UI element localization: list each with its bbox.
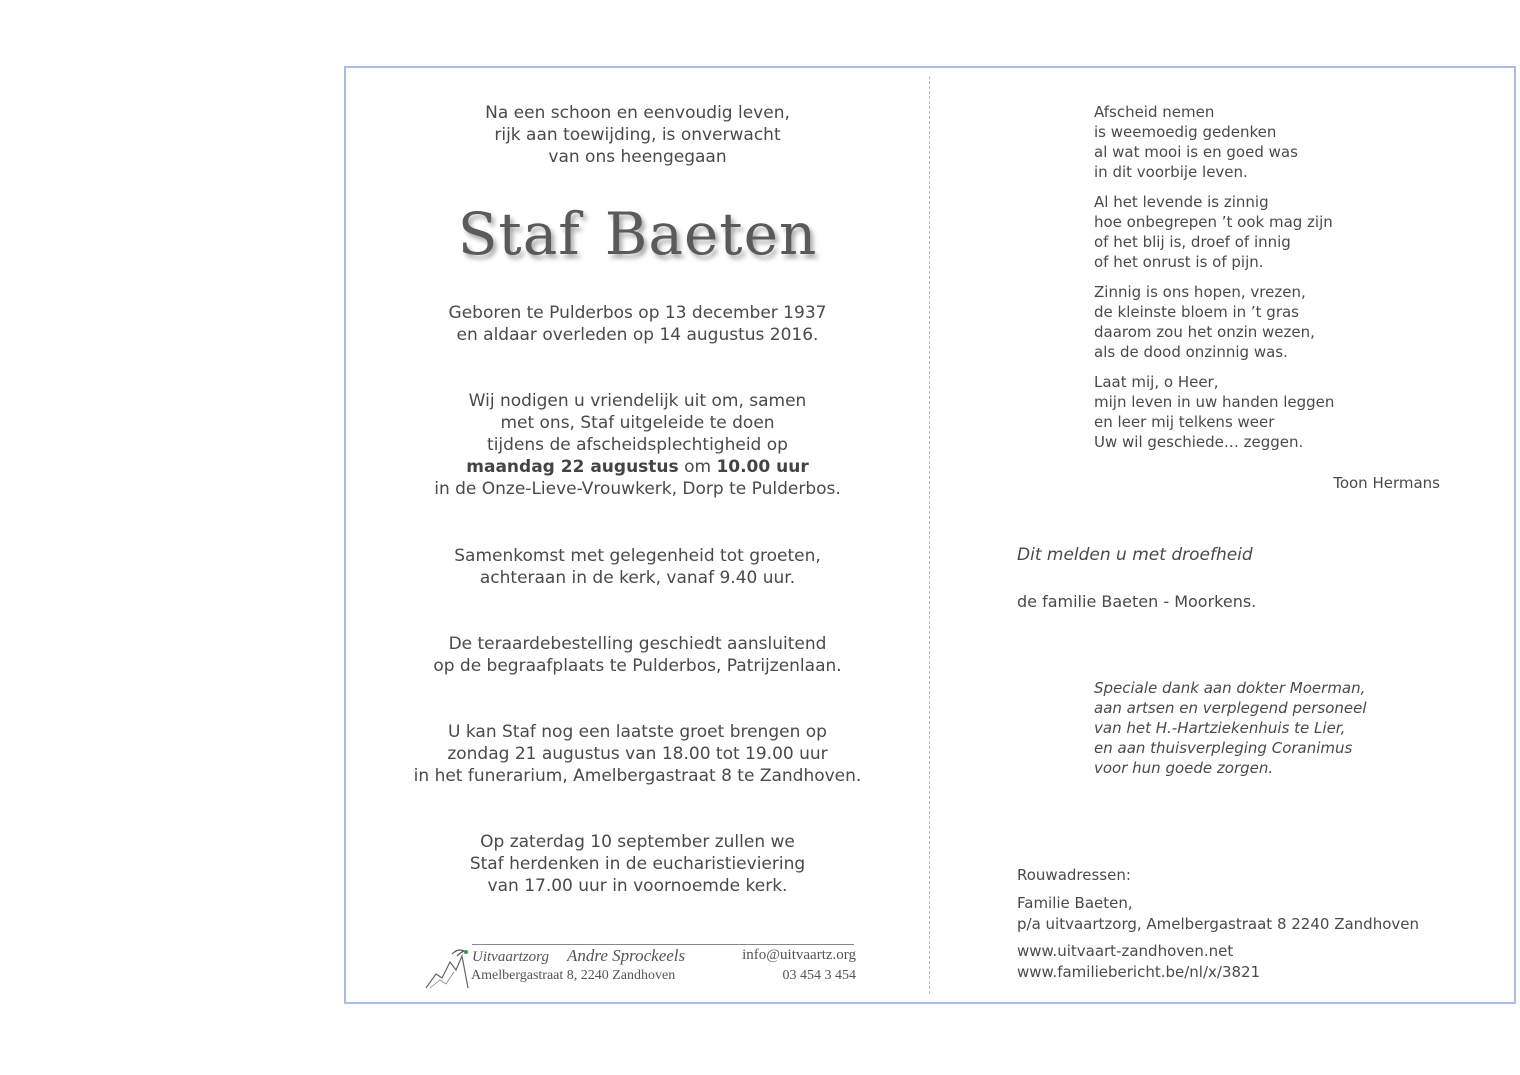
intro-line: van ons heengegaan <box>548 147 727 167</box>
ceremony-location: in de Onze-Lieve-Vrouwkerk, Dorp te Pulderbos. <box>434 479 841 499</box>
announcement-family: de familie Baeten - Moorkens. <box>1017 592 1257 611</box>
poem-line: of het blij is, droef of innig <box>1094 233 1291 251</box>
deceased-name <box>400 196 875 272</box>
poem-line: Zinnig is ons hopen, vrezen, <box>1094 283 1306 301</box>
poem-line: Al het levende is zinnig <box>1094 193 1269 211</box>
remembrance-line: Op zaterdag 10 september zullen we <box>480 832 795 852</box>
poem-line: Laat mij, o Heer, <box>1094 373 1219 391</box>
poem-stanza <box>1094 372 1454 452</box>
thanks-line: en aan thuisverpleging Coranimus <box>1094 739 1353 757</box>
web-addresses <box>1017 941 1260 983</box>
gathering-text <box>400 545 875 589</box>
last-name: Baeten <box>604 200 818 268</box>
poem-line: Afscheid nemen <box>1094 103 1215 121</box>
invitation-text <box>400 390 875 500</box>
poem-line: mijn leven in uw handen leggen <box>1094 393 1335 411</box>
footer-company-line <box>472 946 685 966</box>
fold-divider <box>929 76 930 994</box>
burial-line: De teraardebestelling geschiedt aansluitend <box>448 634 827 654</box>
burial-text <box>400 633 875 677</box>
visit-line: in het funerarium, Amelbergastraat 8 te Zandhoven. <box>413 766 862 786</box>
postal-address <box>1017 893 1419 935</box>
address-postal: p/a uitvaartzorg, Amelbergastraat 8 2240 Zandhoven <box>1017 915 1419 933</box>
thanks-line: van het H.-Hartziekenhuis te Lier, <box>1094 719 1346 737</box>
poem-stanza <box>1094 102 1454 182</box>
poem-stanza <box>1094 282 1454 362</box>
burial-line: op de begraafplaats te Pulderbos, Patrijzenlaan. <box>433 656 842 676</box>
familiebericht-link[interactable]: www.familiebericht.be/nl/x/3821 <box>1017 963 1261 981</box>
remembrance-text <box>400 831 875 897</box>
poem-line: de kleinste bloem in ’t gras <box>1094 303 1299 321</box>
poem-line: Uw wil geschiede… zeggen. <box>1094 433 1304 451</box>
thanks-text <box>1094 678 1367 778</box>
death-line: en aldaar overleden op 14 augustus 2016. <box>456 325 819 345</box>
footer-email[interactable]: info@uitvaartz.org <box>742 947 856 963</box>
thanks-line: Speciale dank aan dokter Moerman, <box>1094 679 1366 697</box>
footer-rule <box>472 944 854 945</box>
intro-text <box>400 102 875 168</box>
funeral-director-footer <box>420 940 860 992</box>
remembrance-line: van 17.00 uur in voornoemde kerk. <box>487 876 788 896</box>
poem-line: in dit voorbije leven. <box>1094 163 1248 181</box>
company-name: Uitvaartzorg <box>472 949 549 965</box>
website-link[interactable]: www.uitvaart-zandhoven.net <box>1017 942 1234 960</box>
ceremony-datetime <box>400 456 875 478</box>
poem-line: daarom zou het onzin wezen, <box>1094 323 1315 341</box>
first-name: Staf <box>457 200 581 268</box>
intro-line: Na een schoon en eenvoudig leven, <box>485 103 790 123</box>
poem-line: en leer mij telkens weer <box>1094 413 1275 431</box>
om-word: om <box>684 457 712 477</box>
footer-phone: 03 454 3 454 <box>782 968 856 983</box>
visit-line: U kan Staf nog een laatste groet brengen op <box>448 722 827 742</box>
invitation-line: tijdens de afscheidsplechtigheid op <box>487 435 788 455</box>
gathering-line: Samenkomst met gelegenheid tot groeten, <box>454 546 821 566</box>
poem-line: al wat mooi is en goed was <box>1094 143 1298 161</box>
thanks-line: voor hun goede zorgen. <box>1094 759 1274 777</box>
addresses-heading: Rouwadressen: <box>1017 866 1131 884</box>
ceremony-time: 10.00 uur <box>716 457 809 477</box>
footer-address: Amelbergastraat 8, 2240 Zandhoven <box>471 968 676 983</box>
address-family: Familie Baeten, <box>1017 894 1133 912</box>
director-name: Andre Sprockeels <box>566 946 686 965</box>
poem-author: Toon Hermans <box>1333 474 1440 492</box>
poem <box>1094 102 1454 462</box>
mountain-bird-logo-icon <box>422 944 472 990</box>
poem-line: als de dood onzinnig was. <box>1094 343 1288 361</box>
gathering-line: achteraan in de kerk, vanaf 9.40 uur. <box>479 568 796 588</box>
visit-text <box>400 721 875 787</box>
intro-line: rijk aan toewijding, is onverwacht <box>494 125 781 145</box>
birth-line: Geboren te Pulderbos op 13 december 1937 <box>448 303 827 323</box>
poem-stanza <box>1094 192 1454 272</box>
ceremony-date: maandag 22 augustus <box>466 457 679 477</box>
poem-line: of het onrust is of pijn. <box>1094 253 1264 271</box>
poem-line: hoe onbegrepen ’t ook mag zijn <box>1094 213 1333 231</box>
thanks-line: aan artsen en verplegend personeel <box>1094 699 1367 717</box>
visit-line: zondag 21 augustus van 18.00 tot 19.00 uur <box>447 744 828 764</box>
remembrance-line: Staf herdenken in de eucharistieviering <box>469 854 806 874</box>
invitation-line: Wij nodigen u vriendelijk uit om, samen <box>468 391 807 411</box>
invitation-line: met ons, Staf uitgeleide te doen <box>500 413 775 433</box>
poem-line: is weemoedig gedenken <box>1094 123 1277 141</box>
announcement-intro: Dit melden u met droefheid <box>1017 545 1253 565</box>
birth-death-text <box>400 302 875 346</box>
